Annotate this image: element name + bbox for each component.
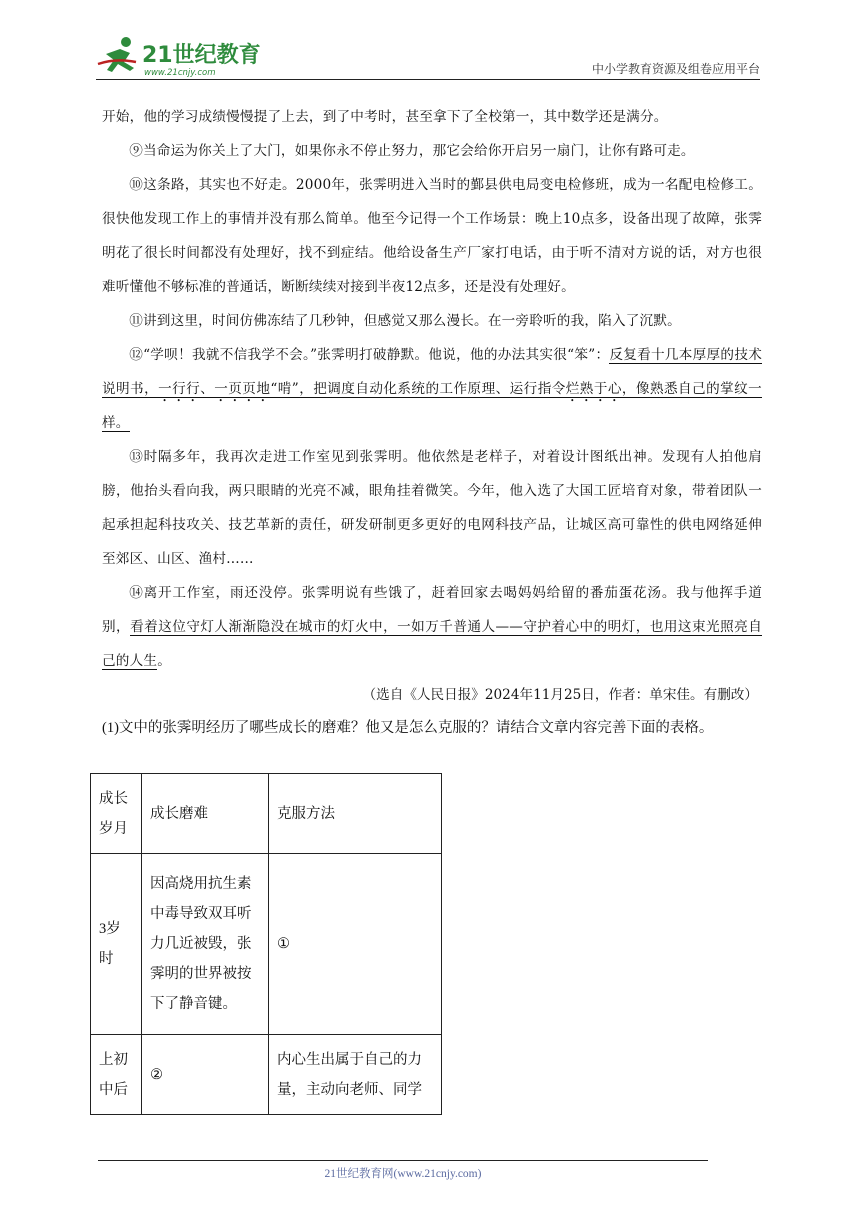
- age-cell: 上初中后: [91, 1035, 142, 1115]
- hardship-blank: ②: [142, 1035, 269, 1115]
- paragraph-14: ⑭离开工作室，雨还没停。张霁明说有些饿了，赶着回家去喝妈妈给留的番茄蛋花汤。我与他挥手道别，看着这位守灯人渐渐隐没在城市的灯火中，一如万千普通人——守护着心中的明灯，也用这束光照亮自己的人生。: [102, 585, 762, 669]
- header-cell: 成长岁月: [91, 774, 142, 854]
- paragraph-11: ⑪讲到这里，时间仿佛冻结了几秒钟，但感觉又那么漫长。在一旁聆听的我，陷入了沉默。: [129, 313, 681, 329]
- table-row: [91, 854, 442, 1035]
- svg-text:www.21cnjy.com: www.21cnjy.com: [144, 68, 216, 78]
- site-logo[interactable]: [96, 34, 266, 78]
- table-header-row: [91, 774, 442, 854]
- table-row: [91, 1035, 442, 1115]
- underlined-sentence: 反复看十几本厚厚的技术说明书，: [102, 347, 762, 397]
- header-cell: 克服方法: [269, 774, 442, 854]
- paragraph-10: ⑩这条路，其实也不好走。2000年，张霁明进入当时的鄞县供电局变电检修班，成为一名配电检修工。很快他发现工作上的事情并没有那么简单。他至今记得一个工作场景：晚上10点多，设备出现了故障，张霁明花了很长时间都没有处理好，找不到症结。他给设备生产厂家打电话，由于听不清对方说的话，对方也很难听懂他不够标准的普通话，断断续续对接到半夜12点多，还是没有处理好。: [102, 177, 762, 295]
- footer-link[interactable]: 21世纪教育网(www.21cnjy.com): [324, 1168, 482, 1180]
- paragraph-8-end: 开始，他的学习成绩慢慢提了上去，到了中考时，甚至拿下了全校第一，其中数学还是满分。: [102, 109, 668, 125]
- article-body: [102, 100, 762, 744]
- paragraph-9: ⑨当命运为你关上了大门，如果你永不停止努力，那它会给你开启另一扇门，让你有路可走。: [129, 143, 695, 159]
- paragraph-13: ⑬时隔多年，我再次走进工作室见到张霁明。他依然是老样子，对着设计图纸出神。发现有人拍他肩膀，他抬头看向我，两只眼睛的光亮不减，眼角挂着微笑。今年，他入选了大国工匠培育对象，带着团队一起承担起科技攻关、技艺革新的责任，研发研制更多更好的电网科技产品，让城区高可靠性的供电网络延伸至郊区、山区、渔村……: [102, 449, 762, 567]
- header-cell: 成长磨难: [142, 774, 269, 854]
- age-cell: 3岁时: [91, 854, 142, 1035]
- method-cell: 内心生出属于自己的力量，主动向老师、同学: [269, 1035, 442, 1115]
- platform-name: 中小学教育资源及组卷应用平台: [591, 62, 760, 76]
- growth-table: [90, 773, 442, 1115]
- source-citation: （选自《人民日报》2024年11月25日，作者：单宋佳。有删改）: [362, 687, 758, 703]
- runner-logo-icon: [96, 34, 266, 78]
- underlined-sentence: 看着这位守灯人渐渐隐没在城市的灯火中，一如万千普通人——守护着心中的明灯，也用这束光照亮自己的人生: [102, 619, 762, 669]
- svg-text:21世纪教育: 21世纪教育: [142, 43, 261, 68]
- hardship-cell: 因高烧用抗生素中毒导致双耳听力几近被毁，张霁明的世界被按下了静音键。: [142, 854, 269, 1035]
- footer-divider: [98, 1160, 708, 1161]
- dotted-phrase: 一行行、一页页地: [158, 381, 271, 397]
- question-1: (1)文中的张霁明经历了哪些成长的磨难？他又是怎么克服的？请结合文章内容完善下面的表格。: [102, 720, 714, 736]
- paragraph-12: ⑫“学呗！我就不信我学不会。”张霁明打破静默。他说，他的办法其实很“笨”：反复看十几本厚厚的技术说明书，一行行、一页页地“啃”，把调度自动化系统的工作原理、运行指令烂熟于心，像熟悉自己的掌纹一样。: [102, 347, 762, 431]
- header-divider: [96, 79, 760, 80]
- page-header: [96, 34, 760, 80]
- dotted-phrase: 烂熟于心: [565, 381, 622, 397]
- method-blank: ①: [269, 854, 442, 1035]
